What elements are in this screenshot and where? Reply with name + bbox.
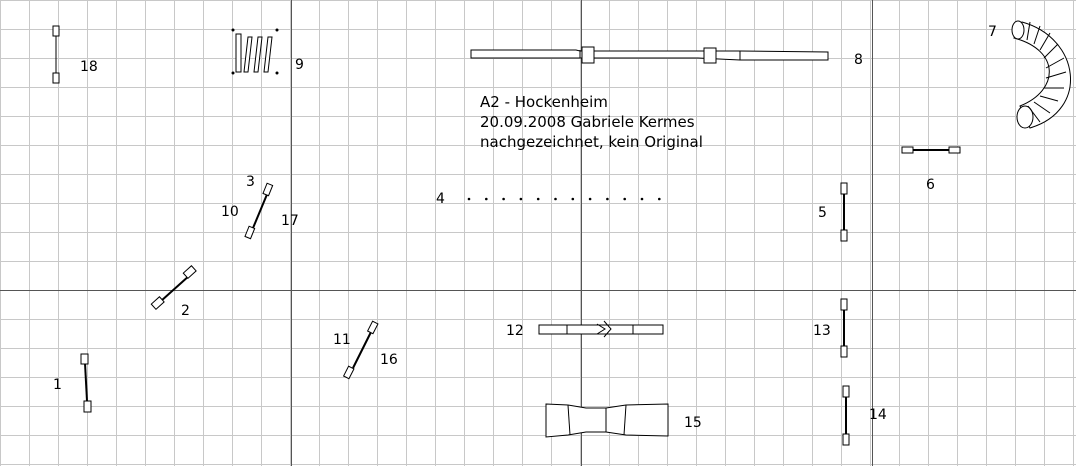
- label-16: 16: [380, 352, 398, 368]
- weave-pole: [554, 198, 557, 201]
- weave-pole: [520, 198, 523, 201]
- label-3: 3: [246, 174, 255, 190]
- label-6: 6: [926, 177, 935, 193]
- label-15: 15: [684, 415, 702, 431]
- label-17: 17: [281, 213, 299, 229]
- weave-pole: [641, 198, 644, 201]
- label-4: 4: [436, 191, 445, 207]
- jump-1: [81, 354, 91, 412]
- label-8: 8: [854, 52, 863, 68]
- tunnel-7: [1012, 21, 1071, 128]
- weave-pole: [623, 198, 626, 201]
- label-11: 11: [333, 332, 351, 348]
- table-9: [232, 29, 279, 75]
- weave-pole: [468, 198, 471, 201]
- dog-walk-8: [471, 47, 828, 63]
- weave-pole: [658, 198, 661, 201]
- weave-pole: [572, 198, 575, 201]
- label-14: 14: [869, 407, 887, 423]
- weave-pole: [606, 198, 609, 201]
- weave-pole: [537, 198, 540, 201]
- weave-pole: [485, 198, 488, 201]
- weave-pole: [502, 198, 505, 201]
- course-title: A2 - Hockenheim: [480, 93, 608, 111]
- label-1: 1: [53, 377, 62, 393]
- label-7: 7: [988, 24, 997, 40]
- label-2: 2: [181, 303, 190, 319]
- weave-pole: [589, 198, 592, 201]
- jump-6: [902, 147, 960, 153]
- chute-15: [546, 404, 668, 437]
- label-10: 10: [221, 204, 239, 220]
- course-note: nachgezeichnet, kein Original: [480, 133, 703, 151]
- label-13: 13: [813, 323, 831, 339]
- label-12: 12: [506, 323, 524, 339]
- jump-3-10-17: [245, 183, 273, 238]
- course-date-judge: 20.09.2008 Gabriele Kermes: [480, 113, 695, 131]
- label-18: 18: [80, 59, 98, 75]
- course-info: [480, 93, 703, 151]
- weave-poles-4: [468, 198, 661, 201]
- label-5: 5: [818, 205, 827, 221]
- jump-14: [843, 386, 849, 445]
- label-9: 9: [295, 57, 304, 73]
- seesaw-12: [539, 321, 663, 337]
